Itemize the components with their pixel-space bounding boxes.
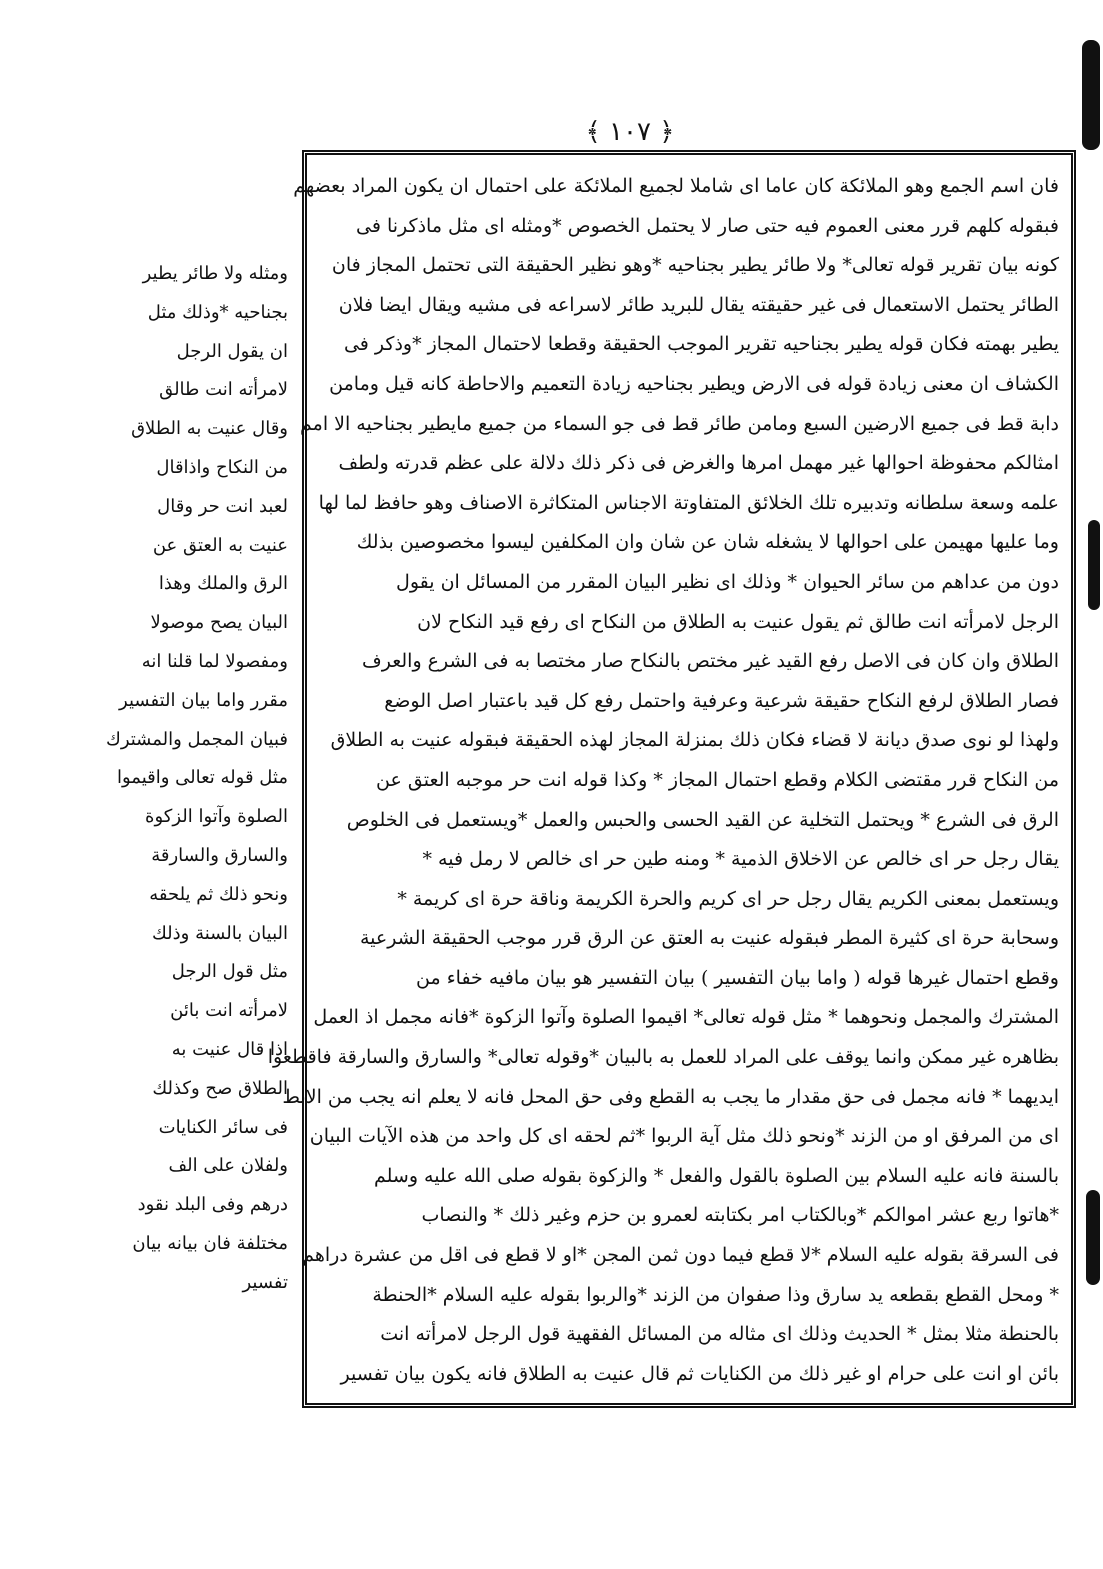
main-text-line: دون من عداهم من سائر الحيوان * وذلك اى نظير البيان المقرر من المسائل ان يقول [396,570,1059,593]
main-text-line: اى من المرفق او من الزند *ونحو ذلك مثل آية الربوا *ثم لحقه اى كل واحد من هذه الآيات البيان [309,1125,1059,1148]
side-text-line: مثل قوله تعالى واقيموا [116,767,288,789]
page-number: ﴿ ١٠٧ ﴾ [585,117,675,147]
side-commentary-column [105,255,288,1425]
main-text-line: ولهذا لو نوى صدق ديانة لا قضاء فكان ذلك بمنزلة المجاز لهذه الحقيقة فبقوله عنيت به الطلاق [330,729,1059,752]
side-text-line: وقال عنيت به الطلاق [131,418,288,440]
main-text-line: فبقوله كلهم قرر معنى العموم فيه حتى صار لا يحتمل الخصوص *ومثله اى مثل ماذكرنا فى [356,214,1059,237]
side-text-line: الطلاق صح وكذلك [152,1077,288,1099]
main-text-frame [267,150,1076,1408]
side-text-line: ومثله ولا طائر يطير [142,263,288,284]
main-text-line: علمه وسعة سلطانه وتدبيره تلك الخلائق المتفاوتة الاجناس المتكاثرة الاصناف وهو حافظ لما لها [318,491,1059,514]
main-text-line: وسحابة حرة اى كثيرة المطر فبقوله عنيت به العتق عن الرق قرر موجب الحقيقة الشرعية [359,927,1059,950]
main-text-line: يطير بهمته فكان قوله يطير بجناحيه تقرير الموجب الحقيقة وقطعا لاحتمال المجاز *وذكر فى [343,333,1059,356]
main-text-line: بالسنة فانه عليه السلام بين الصلوة بالقول والفعل * والزكوة بقوله صلى الله عليه وسلم [373,1164,1059,1187]
side-text-line: فى سائر الكنايات [158,1116,288,1138]
side-text-line: درهم وفى البلد نقود [137,1194,288,1216]
side-text-line: الرق والملك وهذا [158,573,288,595]
main-text-line: *هاتوا ربع عشر اموالكم *وبالكتاب امر بكتابته لعمرو بن حزم وغير ذلك * والنصاب [421,1204,1059,1227]
main-text-line: المشترك والمجمل ونحوهما * مثل قوله تعالى* اقيموا الصلوة وآتوا الزكوة *فانه مجمل اذ العمل [313,1006,1059,1029]
main-text-line: ويستعمل بمعنى الكريم يقال رجل حر اى كريم والحرة الكريمة وناقة حرة اى كريمة * [397,887,1059,910]
side-text-line: ان يقول الرجل [176,340,288,362]
main-text-line: فان اسم الجمع وهو الملائكة كان عاما اى شاملا لجميع الملائكة على احتمال ان يكون المراد بعضهم [293,175,1059,197]
side-text-line: ومفصولا لما قلنا انه [141,650,288,672]
main-text-line: بظاهره غير ممكن وانما يوقف على المراد للعمل به بالبيان *وقوله تعالى* والسارق والسارقة فاقطعوا [267,1046,1059,1069]
main-text-line: الطلاق وان كان فى الاصل رفع القيد غير مختص بالنكاح صار مختصا به فى الشرع والعرف [362,650,1059,673]
side-text-line: ونحو ذلك ثم يلحقه [149,883,288,905]
side-text-line: البيان يصح موصولا [150,612,288,634]
side-text-line: مختلفة فان بيانه بيان [132,1232,288,1254]
side-text-line: البيان بالسنة وذلك [152,922,288,944]
side-text-line: من النكاح واذاقال [156,456,288,478]
margin-ink-blot-middle [1088,520,1100,610]
main-text-line: امثالكم محفوظة احوالها غير مهمل امرها والغرض فى ذكر ذلك دلالة على عظم قدرته ولطف [338,452,1059,475]
main-text-line: وما عليها مهيمن على احوالها لا يشغله شان عن شان وان المكلفين ليسوا مخصوصين بذلك [356,531,1059,554]
main-text-line: ايديهما * فانه مجمل فى حق مقدار ما يجب به القطع وفى حق المحل فانه لا يعلم انه يجب من الابط [282,1085,1059,1108]
main-text-line: كونه بيان تقرير قوله تعالى* ولا طائر يطير بجناحيه *وهو نظير الحقيقة التى تحتمل المجاز فان [331,254,1059,277]
main-text-line: الكشاف ان معنى زيادة قوله فى الارض ويطير بجناحيه زيادة التعميم والاحاطة كانه قيل ومامن [329,372,1059,395]
margin-ink-blot-top [1082,40,1100,150]
main-text-line: * ومحل القطع بقطعه يد سارق وذا صفوان من الزند *والربوا بقوله عليه السلام *الحنطة [372,1283,1059,1306]
main-text-line: الرق فى الشرع * ويحتمل التخلية عن القيد الحسى والحبس والعمل *ويستعمل فى الخلوص [346,808,1059,831]
main-text-line: الطائر يحتمل الاستعمال فى غير حقيقته يقال للبريد طائر لاسراعه فى مشيه ويقال ايضا فلان [338,293,1059,316]
side-text-line: تفسير [242,1271,288,1293]
main-text-line: بالحنطة مثلا بمثل * الحديث وذلك اى مثاله من المسائل الفقهية قول الرجل لامرأته انت [380,1323,1059,1346]
main-text-line: بائن او انت على حرام او غير ذلك من الكنايات ثم قال عنيت به الطلاق فانه يكون بيان تفسير [340,1362,1059,1385]
main-text-line: يقال رجل حر اى خالص عن الاخلاق الذمية * ومنه طين حر اى خالص لا رمل فيه * [422,848,1059,871]
side-text-line: لامرأته انت بائن [170,1000,288,1022]
side-text-line: بجناحيه *وذلك مثل [147,301,288,323]
side-text-line: اذا قال عنيت به [171,1038,288,1060]
side-text-line: عنيت به العتق عن [152,534,288,556]
main-text-line: من النكاح قرر مقتضى الكلام وقطع احتمال المجاز * وكذا قوله انت حر موجبه العتق عن [376,768,1059,791]
main-text-line: وقطع احتمال غيرها قوله ( واما بيان التفسير ) بيان التفسير هو بيان مافيه خفاء من [416,966,1059,989]
main-text-line: فى السرقة بقوله عليه السلام *لا قطع فيما دون ثمن المجن *او لا قطع فى اقل من عشرة دراهم [302,1244,1059,1267]
side-text-line: مثل قول الرجل [171,961,288,983]
main-text-line: دابة قط فى جميع الارضين السبع ومامن طائر قط فى جو السماء من جميع مايطير بجناحيه الا امم [300,412,1059,435]
main-text-line: فصار الطلاق لرفع النكاح حقيقة شرعية وعرفية واحتمل رفع كل قيد باعتبار اصل الوضع [384,689,1059,712]
side-text-line: الصلوة وآتوا الزكوة [145,806,288,828]
side-text-line: لعبد انت حر وقال [157,495,288,517]
side-text-line: مقرر واما بيان التفسير [119,689,288,711]
side-text-line: فبيان المجمل والمشترك [105,728,288,750]
margin-ink-blot-bottom [1086,1190,1100,1285]
side-text-line: والسارق والسارقة [151,844,288,866]
main-text-body [267,167,1059,1393]
side-text-line: ولفلان على الف [168,1155,288,1177]
main-text-line: الرجل لامرأته انت طالق ثم يقول عنيت به الطلاق من النكاح اى رفع قيد النكاح لان [417,610,1059,633]
side-text-line: لامرأته انت طالق [159,379,288,401]
